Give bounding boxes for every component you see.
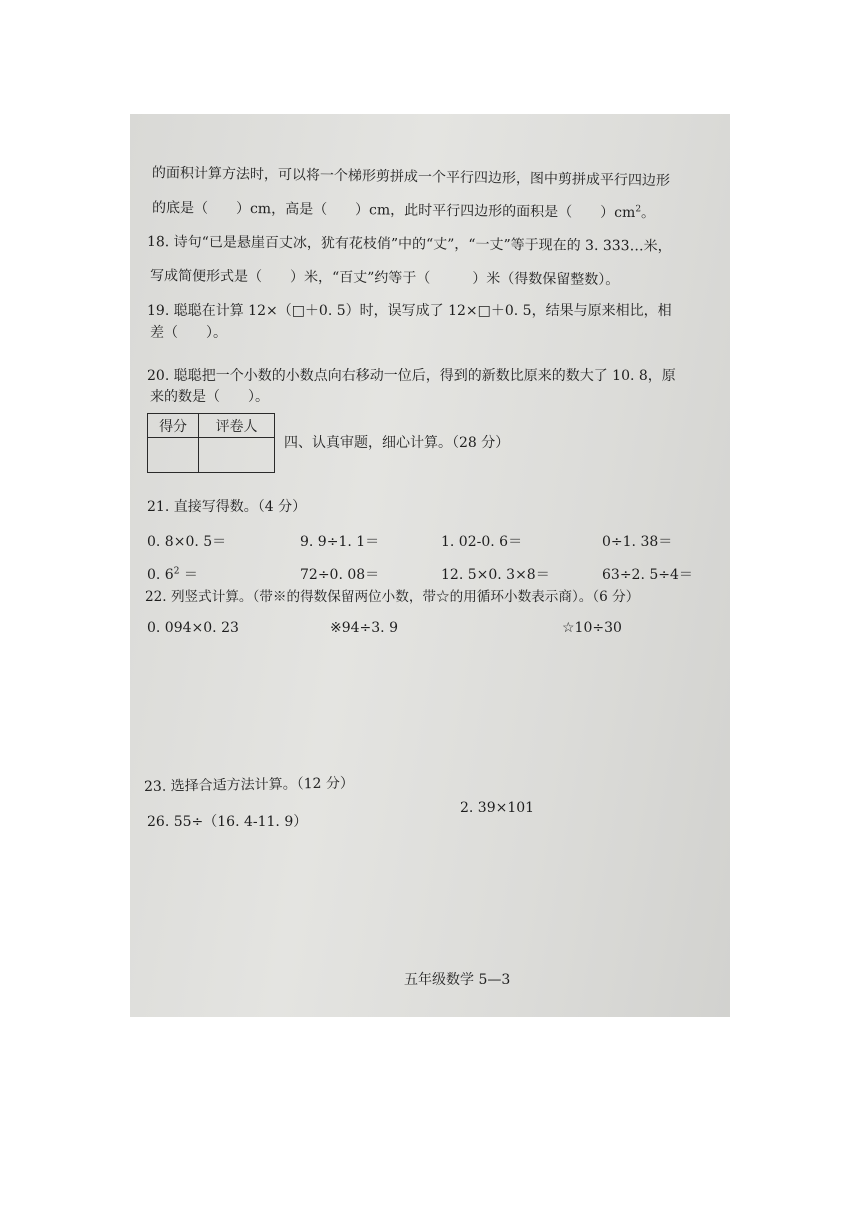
q22-item: ※94÷3. 9 <box>330 620 398 636</box>
page-footer: 五年级数学 5—3 <box>404 972 511 988</box>
score-cell <box>148 438 199 473</box>
q23-item: 26. 55÷（16. 4-11. 9） <box>147 814 308 830</box>
q21-item-base: 0. 6 <box>147 567 174 583</box>
q20-line1: 20. 聪聪把一个小数的小数点向右移动一位后，得到的新数比原来的数大了 10. 8，原 <box>147 368 676 384</box>
q21-title: 21. 直接写得数。（4 分） <box>147 499 307 515</box>
grader-header: 评卷人 <box>199 414 275 438</box>
q21-item <box>147 564 198 584</box>
q21-item-tail: ＝ <box>179 567 198 583</box>
q21-item: 1. 02-0. 6＝ <box>441 534 523 550</box>
q18-line2: 写成简便形式是（ ）米，“百丈”约等于（ ）米（得数保留整数）。 <box>149 268 620 289</box>
exam-page-photo <box>130 114 730 1017</box>
q22-item: ☆10÷30 <box>562 620 622 636</box>
q17-line2-end: 。 <box>640 205 656 222</box>
q17-line2 <box>152 199 655 222</box>
grader-cell <box>199 438 275 473</box>
q21-item: 0÷1. 38＝ <box>602 534 673 550</box>
q20-line2: 来的数是（ ）。 <box>150 389 269 405</box>
q22-item: 0. 094×0. 23 <box>147 620 239 636</box>
q21-item: 72÷0. 08＝ <box>300 567 380 583</box>
q22-title: 22. 列竖式计算。（带※的得数保留两位小数，带☆的用循环小数表示商）。（6 分） <box>145 589 640 605</box>
q18-line1: 18. 诗句“已是悬崖百丈冰，犹有花枝俏”中的“丈”，“一丈”等于现在的 3. 333…米， <box>146 234 672 255</box>
q17-line2-text: 的底是（ ）cm，高是（ ）cm，此时平行四边形的面积是（ ）cm <box>151 200 636 222</box>
q19-line1: 19. 聪聪在计算 12×（□＋0. 5）时，误写成了 12×□＋0. 5，结果与原来相比，相 <box>147 303 672 319</box>
score-header: 得分 <box>148 414 199 438</box>
q21-item: 12. 5×0. 3×8＝ <box>441 567 550 583</box>
q19-line2: 差（ ）。 <box>150 325 227 341</box>
section-4-heading: 四、认真审题，细心计算。（28 分） <box>284 435 510 451</box>
q21-item-exponent: 2 <box>173 566 180 577</box>
q21-item: 63÷2. 5÷4＝ <box>602 567 693 583</box>
q23-title: 23. 选择合适方法计算。（12 分） <box>143 775 355 795</box>
q21-item: 9. 9÷1. 1＝ <box>300 534 380 550</box>
q23-item: 2. 39×101 <box>460 800 535 816</box>
q17-line1: 的面积计算方法时，可以将一个梯形剪拼成一个平行四边形，图中剪拼成平行四边形 <box>151 165 671 190</box>
score-box <box>147 413 275 473</box>
q17-superscript: 2 <box>635 204 642 215</box>
q21-item: 0. 8×0. 5＝ <box>147 534 227 550</box>
